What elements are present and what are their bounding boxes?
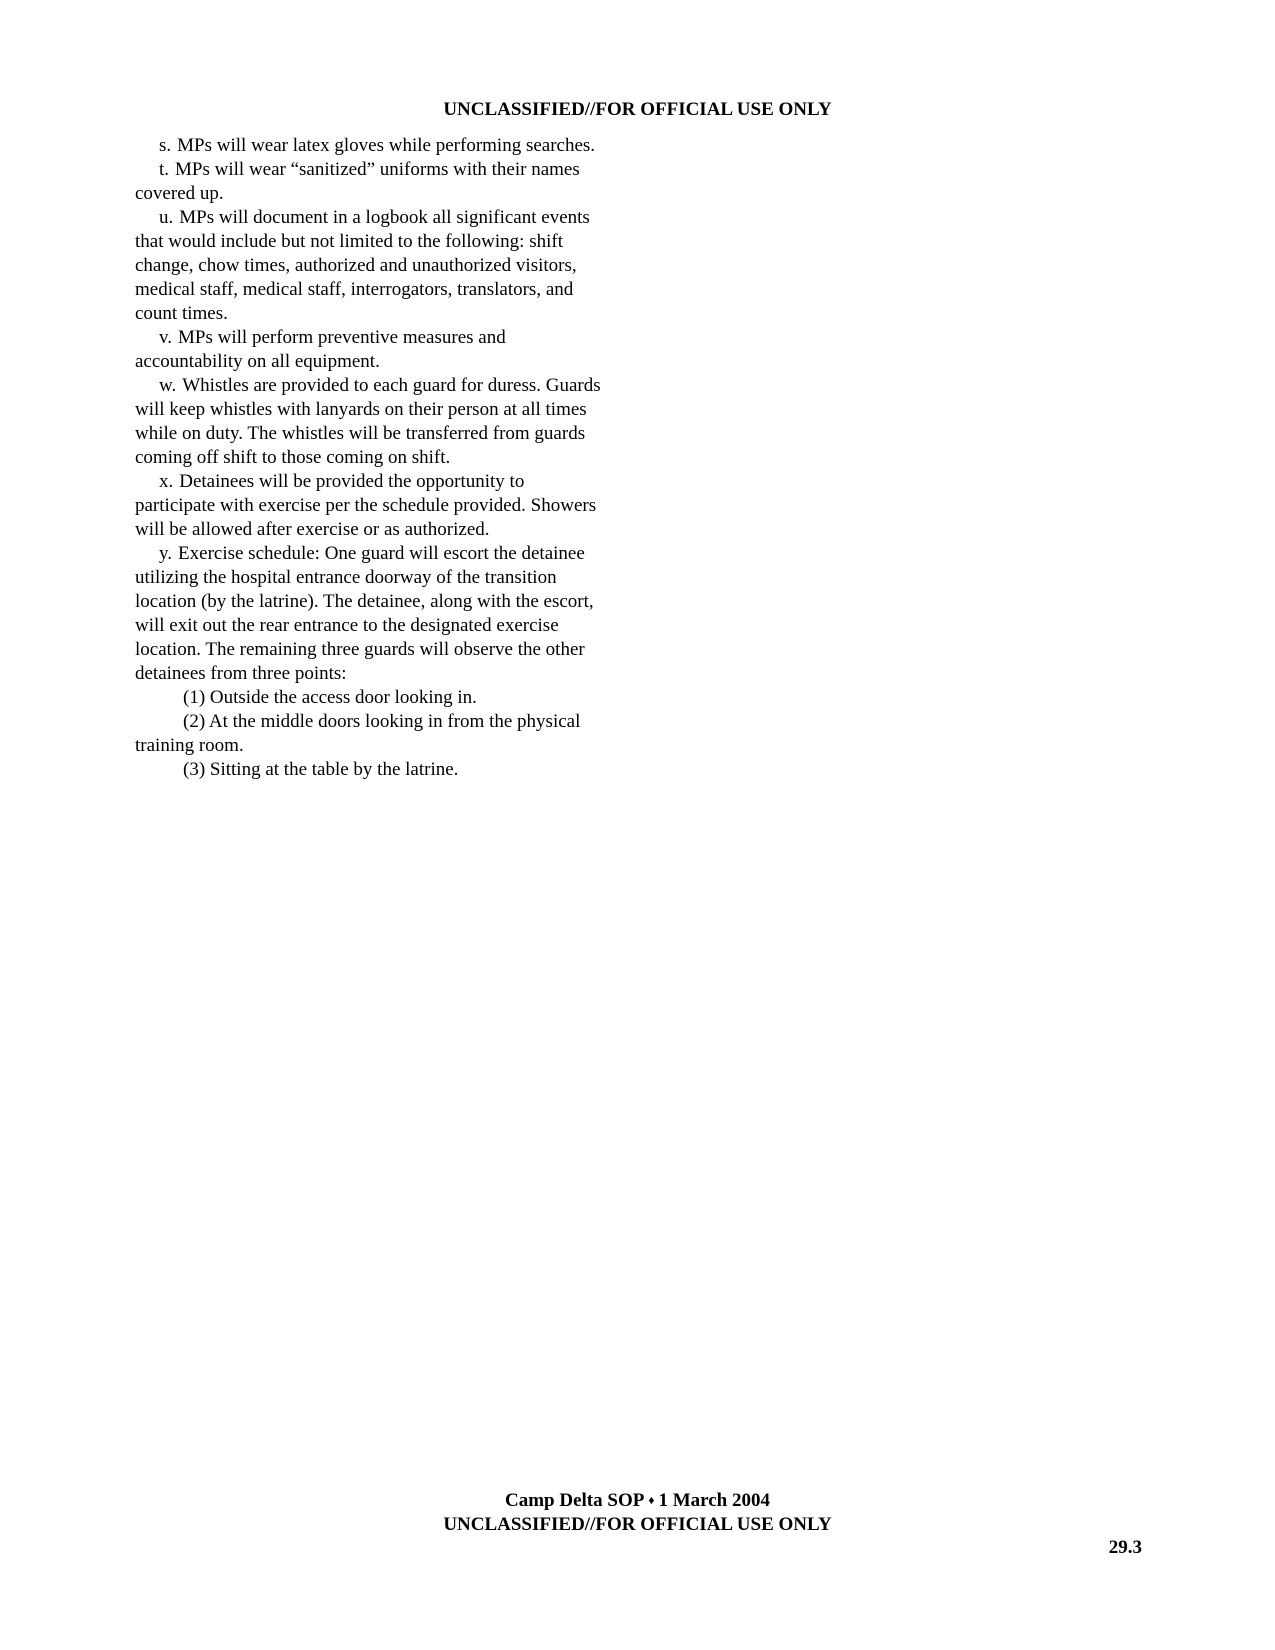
paragraph-s xyxy=(135,134,605,158)
footer-title-line xyxy=(0,1488,1275,1513)
paragraph-text: MPs will perform preventive measures and accountability on all equipment. xyxy=(135,327,506,372)
paragraph-label: u. xyxy=(159,207,174,228)
subparagraph-text: At the middle doors looking in from the physical training room. xyxy=(135,711,581,756)
footer-date: 1 March 2004 xyxy=(658,1490,770,1511)
paragraph-text: MPs will document in a logbook all significant events that would include but not limited to the following: shift change, chow times, authorized and unauthorized visitors, medical staff, medical staff, interrogators, translators, and count times. xyxy=(135,207,590,324)
paragraph-label: v. xyxy=(159,327,173,348)
paragraph-label: w. xyxy=(159,375,177,396)
subparagraph-3 xyxy=(135,758,605,782)
footer-classification: UNCLASSIFIED//FOR OFFICIAL USE ONLY xyxy=(443,1514,832,1535)
paragraph-label: y. xyxy=(159,543,173,564)
page-number: 29.3 xyxy=(1108,1537,1142,1558)
paragraph-text: Whistles are provided to each guard for duress. Guards will keep whistles with lanyards on their person at all times while on duty. The whistles will be transferred from guards coming off shift to those coming on shift. xyxy=(135,375,601,468)
subparagraph-text: Outside the access door looking in. xyxy=(209,687,477,708)
paragraph-x xyxy=(135,470,605,542)
paragraph-t xyxy=(135,158,605,206)
paragraph-w xyxy=(135,374,605,470)
subparagraph-2 xyxy=(135,710,605,758)
subparagraph-label: (1) xyxy=(183,687,206,708)
subparagraph-1 xyxy=(135,686,605,710)
paragraph-label: t. xyxy=(159,159,170,180)
paragraph-y xyxy=(135,542,605,686)
subparagraph-text: Sitting at the table by the latrine. xyxy=(209,759,459,780)
paragraph-text: MPs will wear latex gloves while performing searches. xyxy=(177,135,596,156)
diamond-icon: ♦ xyxy=(648,1493,655,1507)
paragraph-text: MPs will wear “sanitized” uniforms with their names covered up. xyxy=(135,159,580,204)
body-text xyxy=(135,134,605,782)
footer-doc-title: Camp Delta SOP xyxy=(505,1490,645,1511)
footer xyxy=(0,1488,1275,1537)
paragraph-label: s. xyxy=(159,135,172,156)
subparagraph-label: (3) xyxy=(183,759,206,780)
paragraph-label: x. xyxy=(159,471,174,492)
paragraph-text: Detainees will be provided the opportunity to participate with exercise per the schedule provided. Showers will be allowed after exercise or as authorized. xyxy=(135,471,597,540)
paragraph-v xyxy=(135,326,605,374)
paragraph-u xyxy=(135,206,605,326)
subparagraph-label: (2) xyxy=(183,711,206,732)
paragraph-text: Exercise schedule: One guard will escort the detainee utilizing the hospital entrance doorway of the transition location (by the latrine). The detainee, along with the escort, will exit out the rear entrance to the designated exercise location. The remaining three guards will observe the other detainees from three points: xyxy=(135,543,594,684)
header-classification: UNCLASSIFIED//FOR OFFICIAL USE ONLY xyxy=(443,99,832,120)
